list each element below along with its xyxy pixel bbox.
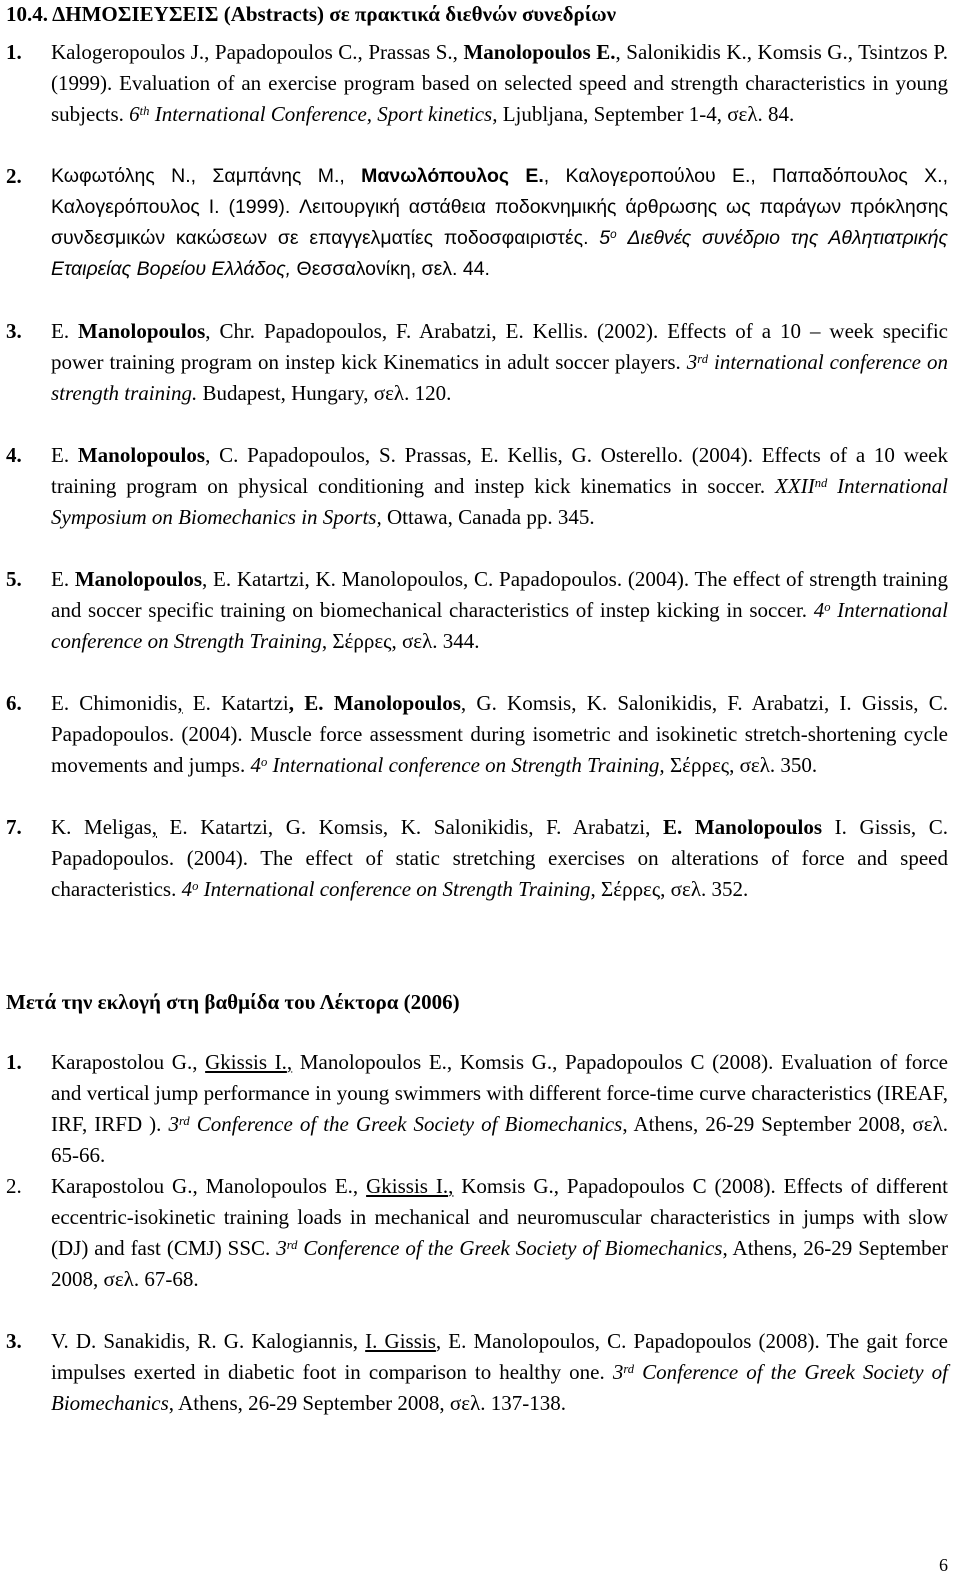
entry-text: E. Chimonidis, E. Katartzi, E. Manolopoulos, G. Komsis, K. Salonikidis, F. Arabatzi, I. Gissis, C. Papadopoulos. (2004). Muscle force assessment during isometric and isokinetic stretch-shortening cycle movements and jumps. 4$^o$ International conference on Strength Training, Σέρρες, σελ. 350. (51, 691, 948, 777)
subheading: Μετά την εκλογή στη βαθμίδα του Λέκτορα (2006) (6, 990, 460, 1014)
entry-text: E. Manolopoulos, Chr. Papadopoulos, F. Arabatzi, E. Kellis. (2002). Effects of a 10 – week specific power training program on instep kick Kinematics in adult soccer players. 3rd international conference on strength training. Budapest, Hungary, σελ. 120. (51, 319, 949, 405)
entry-number: 1. (6, 1050, 22, 1074)
entry-text: Kalogeropoulos J., Papadopoulos C., Prassas S., Manolopoulos E., Salonikidis K., Komsis G., Tsintzos P. (1999). Evaluation of an exercise program based on selected speed and strength characteristics in young subjects. 6th International Conference, Sport kinetics, Ljubljana, September 1-4, σελ. 84. (51, 40, 948, 126)
publication-entry-2-3 (6, 1326, 948, 1419)
entry-text: Κωφωτόλης N., Σαμπάνης M., Μανωλόπουλος E., Καλογεροπούλου E., Παπαδόπουλος X., Καλογερόπουλος I. (1999). Λειτουργική αστάθεια ποδοκνημικής άρθρωσης ως παράγων πρόκλησης συνδεσμικών κακώσεων σε επαγγελματίες ποδοσφαιριστές. 5$^o$ Διεθνές συνέδριο της Αθλητιατρικής Εταιρείας Βορείου Ελλάδος, Θεσσαλονίκη, σελ. 44. (51, 165, 949, 280)
entry-number: 3. (6, 1329, 22, 1353)
publication-entry-2-1 (6, 1047, 948, 1171)
section-title: 10.4. ΔΗΜΟΣΙΕΥΣΕΙΣ (Abstracts) σε πρακτικά διεθνών συνεδρίων (6, 2, 617, 26)
publication-entry-1 (6, 37, 948, 130)
entry-number: 5. (6, 567, 22, 591)
publication-entry-3 (6, 316, 948, 409)
entry-number: 1. (6, 40, 22, 64)
publication-entry-5 (6, 564, 948, 657)
entry-number: 6. (6, 691, 22, 715)
entry-number: 2. (6, 164, 22, 188)
entry-number: 3. (6, 319, 22, 343)
publication-entry-6 (6, 688, 948, 781)
entry-number: 7. (6, 815, 22, 839)
publication-entry-7 (6, 812, 948, 905)
entry-number: 4. (6, 443, 22, 467)
page-number: 6 (939, 1555, 948, 1575)
publication-entry-2-2 (6, 1171, 948, 1295)
entry-text: Karapostolou G., Gkissis I., Manolopoulos E., Komsis G., Papadopoulos C (2008). Evaluation of force and vertical jump performance in young swimmers with different force-time curve characteristics (IREAF, IRF, IRFD ). 3rd Conference of the Greek Society of Biomechanics, Athens, 26-29 September 2008, σελ. 65-66. (51, 1050, 949, 1167)
entry-text: K. Meligas, E. Katartzi, G. Komsis, K. Salonikidis, F. Arabatzi, E. Manolopoulos I. Gissis, C. Papadopoulos. (2004). The effect of static stretching exercises on alterations of force and speed characteristics. 4$^o$ International conference on Strength Training, Σέρρες, σελ. 352. (51, 815, 948, 901)
publication-entry-2 (6, 161, 948, 285)
entry-text: Karapostolou G., Manolopoulos E., Gkissis I., Komsis G., Papadopoulos C (2008). Effects of different eccentric-isokinetic training loads in mechanical and neuromuscular characteristics in jumps with slow (DJ) and fast (CMJ) SSC. 3rd Conference of the Greek Society of Biomechanics, Athens, 26-29 September 2008, σελ. 67-68. (51, 1174, 948, 1291)
entry-text: E. Manolopoulos, E. Katartzi, K. Manolopoulos, C. Papadopoulos. (2004). The effect of strength training and soccer specific training on biomechanical characteristics of instep kicking in soccer. 4$^o$ International conference on Strength Training, Σέρρες, σελ. 344. (51, 567, 949, 653)
entry-text: E. Manolopoulos, C. Papadopoulos, S. Prassas, E. Kellis, G. Osterello. (2004). Effects of a 10 week training program on physical conditioning and instep kick kinematics in soccer. XXIInd International Symposium on Biomechanics in Sports, Ottawa, Canada pp. 345. (51, 443, 949, 529)
entry-number: 2. (6, 1174, 22, 1198)
publication-entry-4 (6, 440, 948, 533)
entry-text: V. D. Sanakidis, R. G. Kalogiannis, I. Gissis, E. Manolopoulos, C. Papadopoulos (2008). The gait force impulses exerted in diabetic foot in comparison to healthy one. 3rd Conference of the Greek Society of Biomechanics, Athens, 26-29 September 2008, σελ. 137-138. (51, 1329, 948, 1415)
